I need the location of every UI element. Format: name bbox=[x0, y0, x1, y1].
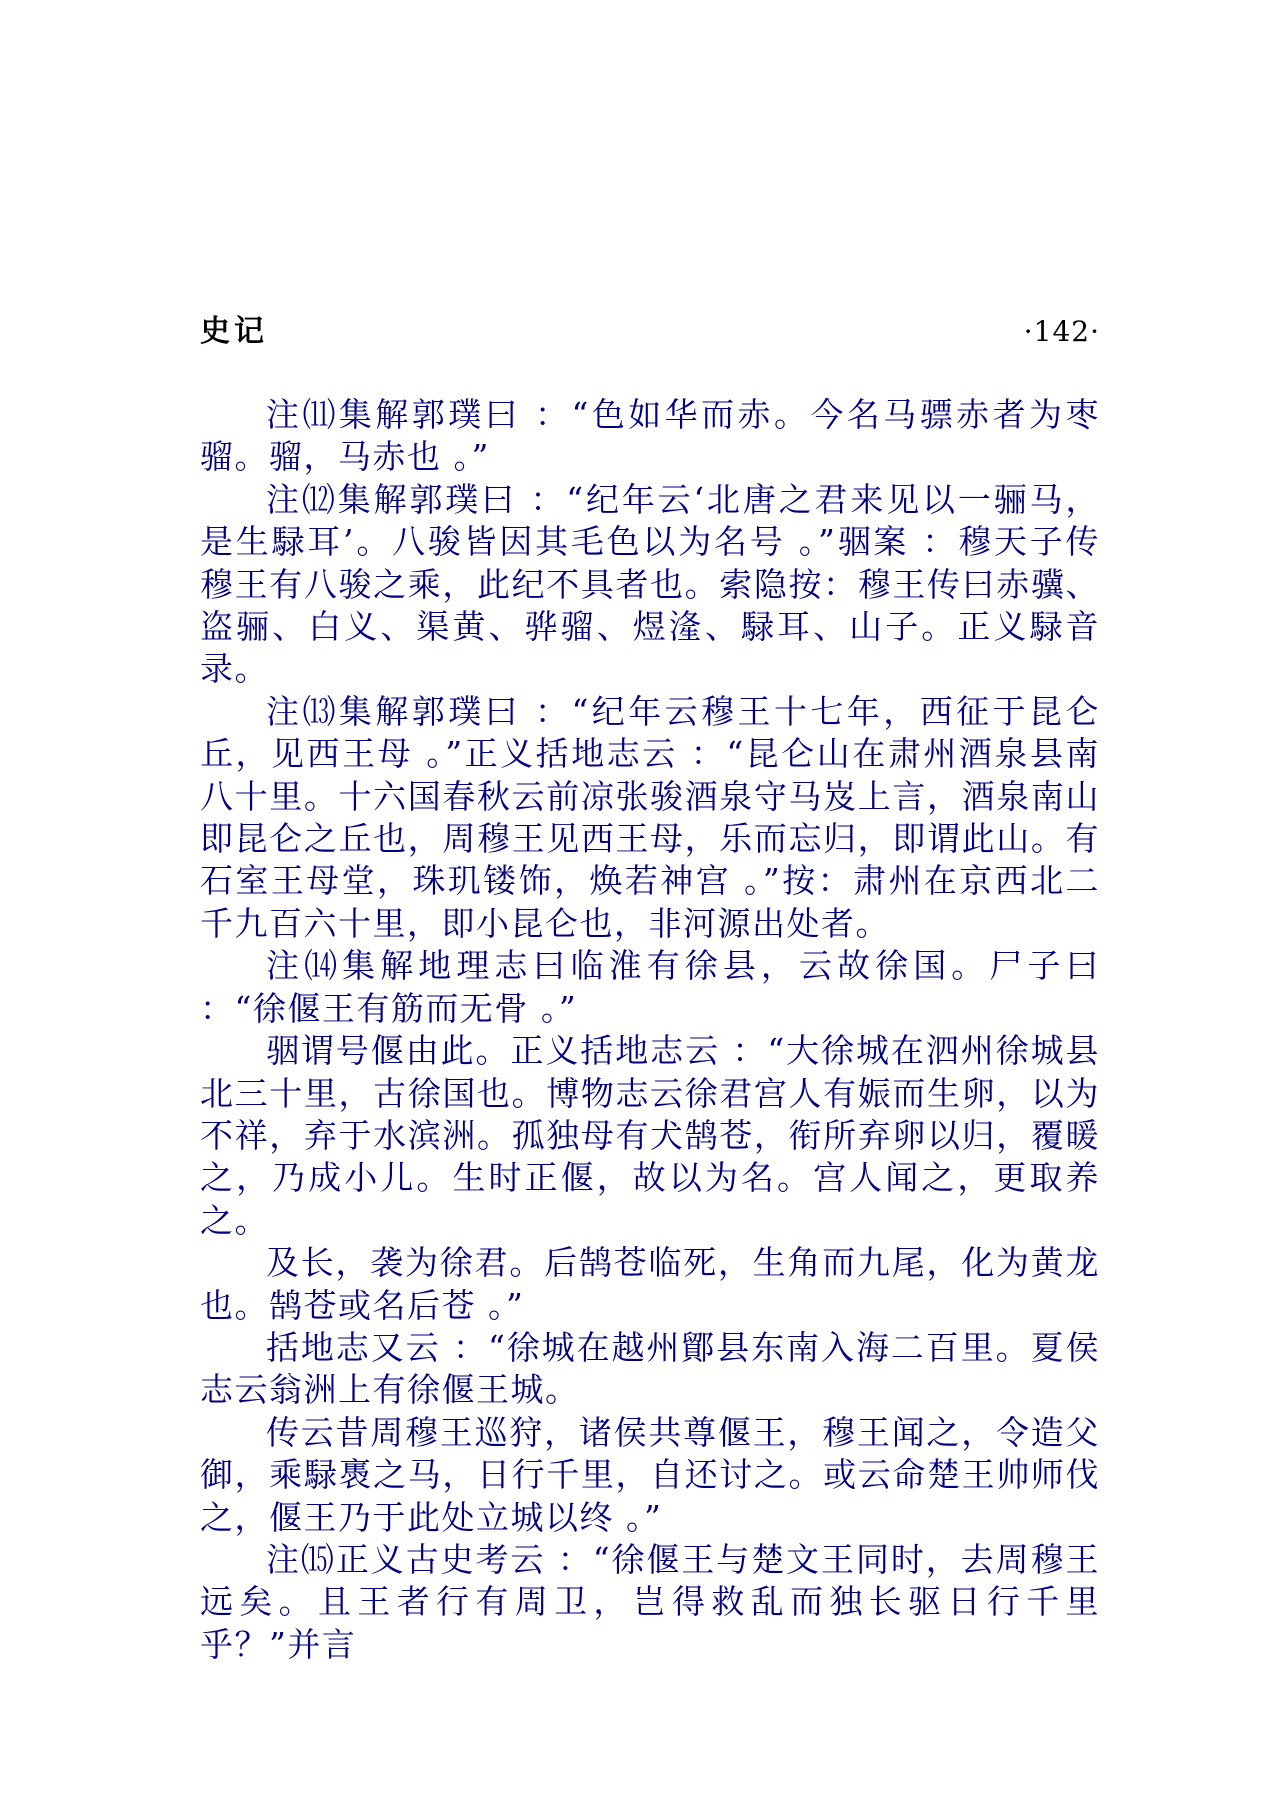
page-number: ·142· bbox=[1023, 315, 1100, 348]
note-14-continuation-paragraph-4: 传云昔周穆王巡狩，诸侯共尊偃王，穆王闻之，令造父御，乘騄褭之马，日行千里，自还讨之。或云命楚王帅师伐之，偃王乃于此处立城以终 。” bbox=[200, 1412, 1100, 1537]
note-11-paragraph: 注⑾集解郭璞曰 ：“色如华而赤。今名马骠赤者为枣骝。骝，马赤也 。” bbox=[200, 395, 1100, 477]
book-title: 史记 bbox=[200, 314, 268, 349]
note-13-paragraph: 注⒀集解郭璞曰 ：“纪年云穆王十七年，西征于昆仑丘，见西王母 。”正义括地志云 ：“昆仑山在肃州酒泉县南八十里。十六国春秋云前凉张骏酒泉守马岌上言，酒泉南山即昆仑之丘也，周穆王见西王母，乐而忘归，即谓此山。有石室王母堂，珠玑镂饰，焕若神宫 。”按：肃州在京西北二千九百六十里，即小昆仑也，非河源出处者。 bbox=[200, 691, 1100, 943]
page-header bbox=[200, 312, 1100, 356]
note-14-paragraph: 注⒁集解地理志曰临淮有徐县，云故徐国。尸子曰 ：“徐偃王有筋而无骨 。” bbox=[200, 946, 1100, 1028]
note-12-paragraph: 注⑿集解郭璞曰 ：“纪年云‘北唐之君来见以一骊马，是生騄耳’。八骏皆因其毛色以为名号 。”骃案 ：穆天子传穆王有八骏之乘，此纪不具者也。索隐按：穆王传曰赤骥、盗骊、白义、渠黄、骅骝、煜湰、騄耳、山子。正义騄音录。 bbox=[200, 479, 1100, 689]
note-14-continuation-paragraph-3: 括地志又云 ：“徐城在越州鄮县东南入海二百里。夏侯志云翁洲上有徐偃王城。 bbox=[200, 1327, 1100, 1410]
note-14-continuation-paragraph-2: 及长，袭为徐君。后鹄苍临死，生角而九尾，化为黄龙也。鹄苍或名后苍 。” bbox=[200, 1243, 1100, 1325]
body-text bbox=[200, 394, 1100, 1666]
note-14-continuation-paragraph: 骃谓号偃由此。正义括地志云 ：“大徐城在泗州徐城县北三十里，古徐国也。博物志云徐君宫人有娠而生卵，以为不祥，弃于水滨洲。孤独母有犬鹄苍，衔所弃卵以归，覆暖之，乃成小儿。生时正偃，故以为名。宫人闻之，更取养之。 bbox=[200, 1031, 1100, 1240]
note-15-paragraph: 注⒂正义古史考云 ：“徐偃王与楚文王同时，去周穆王远矣。且王者行有周卫，岂得救乱而独长驱日行千里乎？”并言 bbox=[200, 1539, 1100, 1664]
